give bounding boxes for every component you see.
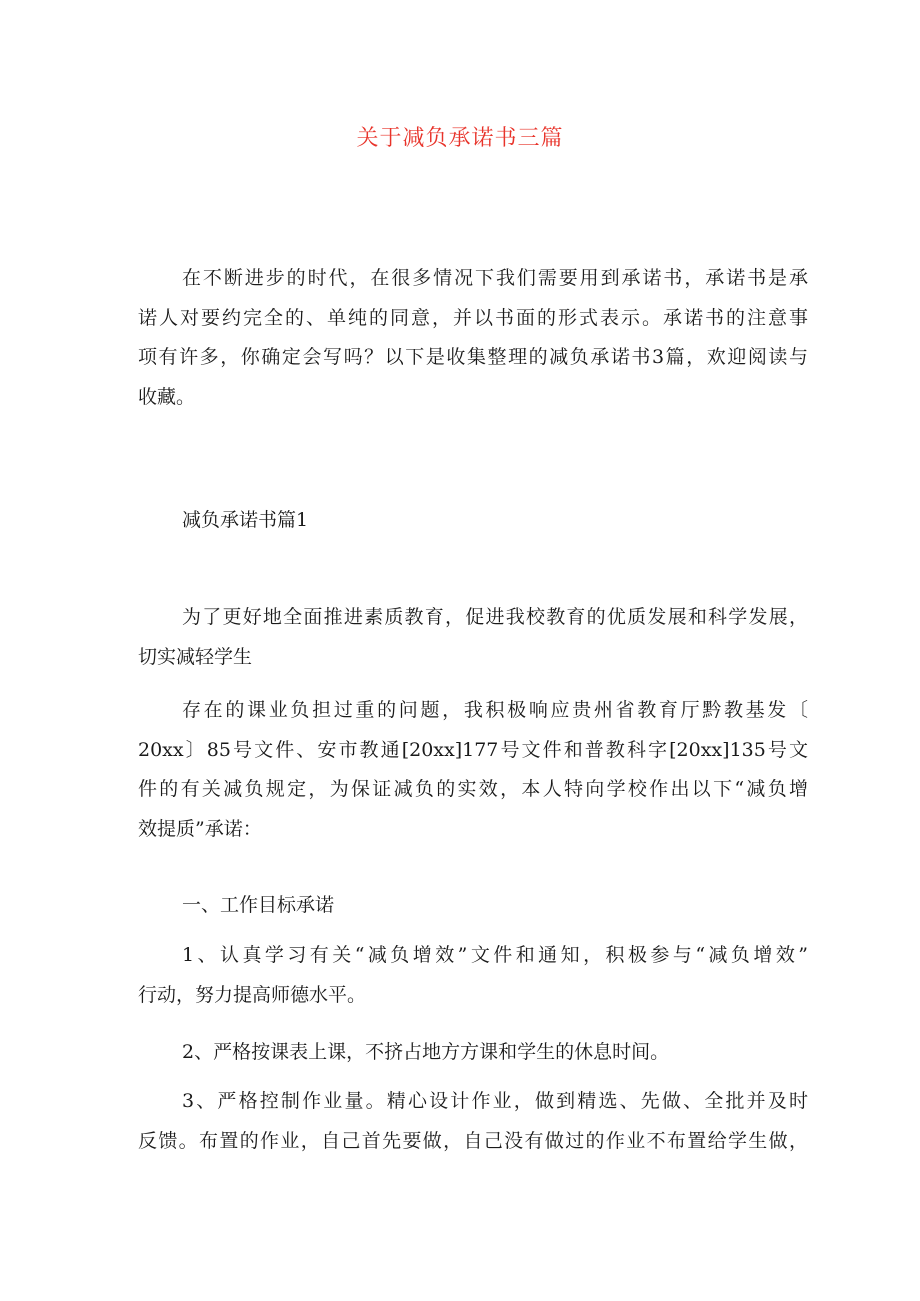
paragraph-line: 切实减轻学生: [138, 645, 253, 668]
intro-line: 项有许多，你确定会写吗？以下是收集整理的减负承诺书3篇，欢迎阅读与: [138, 346, 808, 368]
paragraph-2: [138, 691, 808, 849]
intro-paragraph: [138, 259, 808, 417]
paragraph-line: 效提质”承诺：: [138, 817, 262, 840]
item-line: 1、认真学习有关“减负增效”文件和通知，积极参与“减负增效”: [182, 944, 808, 966]
document-title: 关于减负承诺书三篇: [356, 126, 564, 151]
intro-line: 在不断进步的时代，在很多情况下我们需要用到承诺书，承诺书是承: [182, 267, 808, 289]
item-1: [138, 936, 808, 1015]
item-line: 2、严格按课表上课，不挤占地方方课和学生的休息时间。: [182, 1041, 670, 1063]
sub-heading: [138, 886, 808, 926]
intro-line: 诺人对要约完全的、单纯的同意，并以书面的形式表示。承诺书的注意事: [138, 306, 808, 329]
section-heading-text: 减负承诺书篇1: [182, 509, 309, 531]
item-line: 3、严格控制作业量。精心设计作业，做到精选、先做、全批并及时: [182, 1090, 808, 1112]
item-line: 反馈。布置的作业，自己首先要做，自己没有做过的作业不布置给学生做，: [138, 1129, 808, 1152]
paragraph-line: 存在的课业负担过重的问题，我积极响应贵州省教育厅黔教基发〔: [182, 699, 808, 721]
paragraph-line: 20xx〕85号文件、安市教通[20xx]177号文件和普教科字[20xx]135号文: [138, 738, 808, 761]
sub-heading-text: 一、工作目标承诺: [182, 894, 335, 916]
paragraph-line: 件的有关减负规定，为保证减负的实效，本人特向学校作出以下“减负增: [138, 778, 808, 800]
item-line: 行动，努力提高师德水平。: [138, 983, 367, 1006]
paragraph-line: 为了更好地全面推进素质教育，促进我校教育的优质发展和科学发展，: [182, 606, 808, 628]
item-2: [138, 1033, 808, 1073]
item-3: [138, 1082, 808, 1161]
paragraph-1: [138, 598, 808, 677]
intro-line: 收藏。: [138, 385, 196, 408]
section-heading: [138, 501, 808, 541]
